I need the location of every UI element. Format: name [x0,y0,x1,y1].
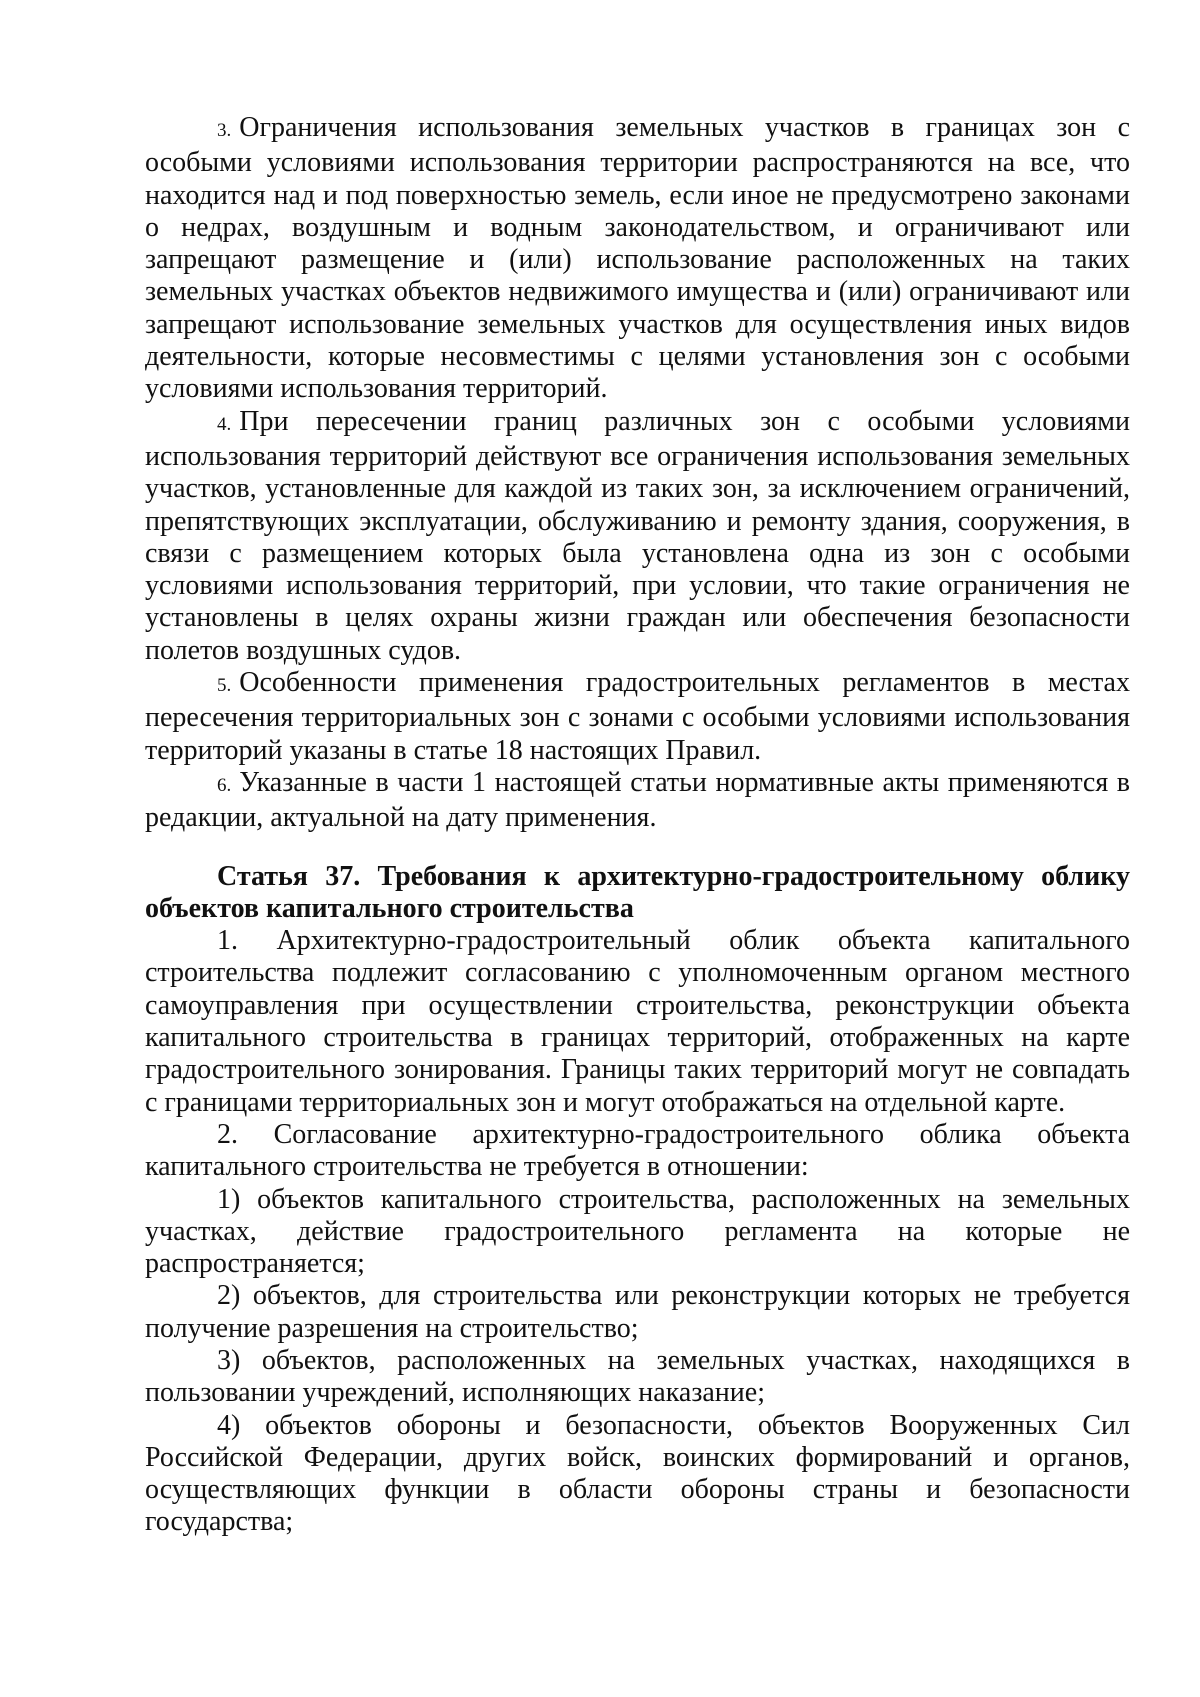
article-37-paragraph-1: 1. Архитектурно-градостроительный облик объекта капитального строительства подлежит согласованию с уполномоченным органом местного самоуправления при осуществлении строительства, реконструкции объекта капитального строительства в границах территорий, отображенных на карте градостроительного зонирования. Границы таких территорий могут не совпадать с границами территориальных зон и могут отображаться на отдельной карте. [145,925,1130,1118]
paragraph-6 [145,767,1130,835]
paragraph-text: Указанные в части 1 настоящей статьи нормативные акты применяются в редакции, актуальной на дату применения. [145,766,1130,834]
list-item-4: 4) объектов обороны и безопасности, объектов Вооруженных Сил Российской Федерации, других войск, воинских формирований и органов, осуществляющих функции в области обороны страны и безопасности государства; [145,1409,1130,1538]
paragraph-4 [145,406,1130,667]
paragraph-number: 4. [217,413,232,435]
list-item-2: 2) объектов, для строительства или реконструкции которых не требуется получение разрешения на строительство; [145,1280,1130,1344]
paragraph-text: При пересечении границ различных зон с особыми условиями использования территорий действуют все ограничения использования земельных участков, установленные для каждой из таких зон, за исключением ограничений, препятствующих эксплуатации, обслуживанию и ремонту здания, сооружения, в связи с размещением которых была установлена одна из зон с особыми условиями использования территорий, при условии, что такие ограничения не установлены в целях охраны жизни граждан или обеспечения безопасности полетов воздушных судов. [145,405,1130,666]
paragraph-number: 5. [217,675,232,697]
paragraph-number: 3. [217,120,232,141]
document-page [145,112,1130,1539]
list-item-3: 3) объектов, расположенных на земельных участках, находящихся в пользовании учреждений, исполняющих наказание; [145,1344,1130,1409]
paragraph-number: 6. [217,774,232,796]
article-37-paragraph-2: 2. Согласование архитектурно-градостроительного облика объекта капитального строительства не требуется в отношении: [145,1118,1130,1183]
paragraph-5 [145,667,1130,767]
paragraph-text: Ограничения использования земельных участков в границах зон с особыми условиями использования территории распространяются на все, что находится над и под поверхностью земель, если иное не предусмотрено законами о недрах, воздушным и водным законодательством, и ограничивают или запрещают размещение и (или) использование расположенных на таких земельных участках объектов недвижимого имущества и (или) ограничивают или запрещают использование земельных участков для осуществления иных видов деятельности, которые несовместимы с целями установления зон с особыми условиями использования территорий. [145,112,1130,405]
article-37-heading: Статья 37. Требования к архитектурно-градостроительному облику объектов капитального строительства [145,860,1130,924]
list-item-1: 1) объектов капитального строительства, расположенных на земельных участках, действие градостроительного регламента на которые не распространяется; [145,1183,1130,1280]
paragraph-3 [145,112,1130,406]
paragraph-text: Особенности применения градостроительных регламентов в местах пересечения территориальных зон с зонами с особыми условиями использования территорий указаны в статье 18 настоящих Правил. [145,667,1130,766]
